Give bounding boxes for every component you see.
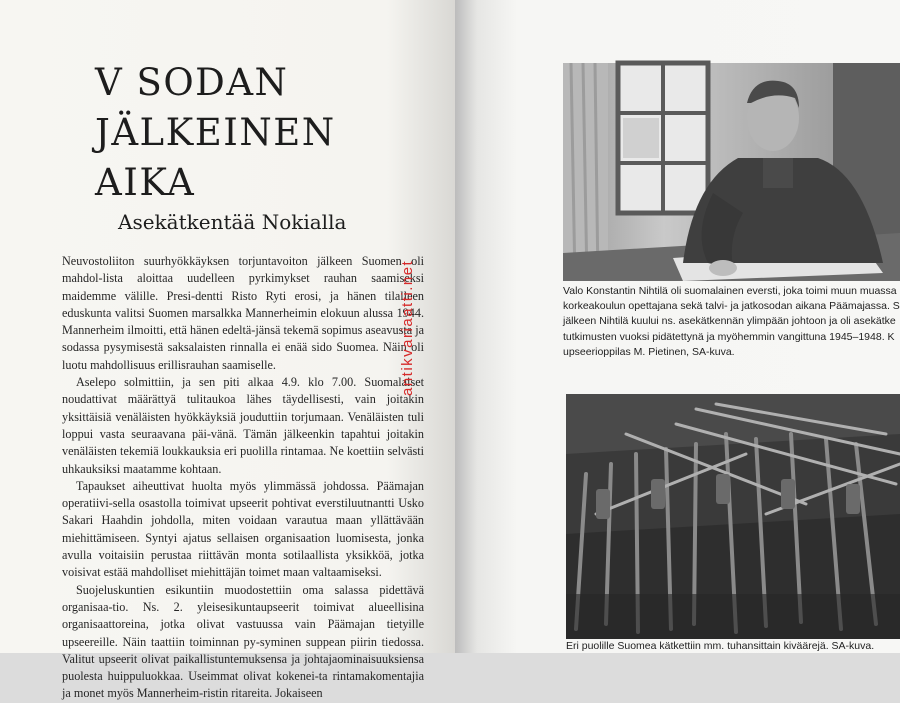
caption-line-2: korkeakoulun opettajana sekä talvi- ja jatkosodan aikana Päämajassa. S [563,300,900,313]
paragraph-4: Suojeluskuntien esikuntiin muodostettiin oma salassa pidettävä organisaa-tio. Ns. 2. yleisesikuntaupseerit toimivat alueellisina organisaattoreina, jotka olivat vastuussa vain Päämajan tietyille upseereille. Näin taattiin toiminnan py-syminen suppean piirin tiedossa. Valitut upseerit olivat paikallistuntemuksensa ja johtajaominaisuuksiensa puolesta huippuluokkaa. Useimmat olivat kokenei-ta rintamakomentajia ja monet myös Mannerheim-ristin ritareita. Jokaiseen [62,582,424,701]
chapter-title: V SODAN JÄLKEINEN AIKA [95,61,336,204]
photo-caption-top [563,284,900,360]
section-title: Asekätkentää Nokialla [118,210,347,234]
watermark: antikvariaatti.net [399,259,416,396]
paragraph-1: Neuvostoliiton suurhyökkäyksen torjuntavoiton jälkeen Suomen oli mahdol-lista aloittaa uudelleen pyrkimykset rauhan saamiseksi maidemme välille. Presi-dentti Risto Ryti erosi, ja hänen tilalleen eduskunta valitsi Suomen marsalkka Mannerheimin elokuun alussa 1944. Mannerheim ilmoitti, että hänen edeltä-jänsä tekemä sopimus aseavusta ja sodassa pysymisestä saksalaisten rinnalla ei enää sido Suomea. Näin oli luotu mahdollisuus erillisrauhan saamiselle. [62,254,424,372]
caption-line-4: tutkimusten vuoksi pidätettynä ja myöhemmin vangittuna 1945–1948. K [563,330,895,343]
photo-caption-bottom: Eri puolille Suomea kätkettiin mm. tuhansittain kiväärejä. SA-kuva. [566,640,875,652]
caption-line-1: Valo Konstantin Nihtilä oli suomalainen eversti, joka toimi muun muassa [563,285,897,297]
caption-line-3: jälkeen Nihtilä kuului ns. asekätkennän ylimpään johtoon ja oli asekätke [563,315,896,328]
paragraph-3: Tapaukset aiheuttivat huolta myös ylimmässä johdossa. Päämajan operatiivi-sella osastolla toimivat upseerit pohtivat everstiluutnantti Usko Sakari Haahdin johdolla, miten voidaan varautua maan yllättävään miehittämiseen. Syntyi ajatus sellaisen organisaation luomisesta, jonka avulla voitaisiin perustaa riittävän monta sotilaallista yksikköä, jotka voisivat estää mahdolliset miehittäjän toimet maan valtaamiseksi. [62,478,424,580]
body-text [62,253,424,703]
caption-line-5: upseerioppilas M. Pietinen, SA-kuva. [563,345,735,358]
rifles-photo [566,394,900,639]
officer-photo [563,63,900,281]
paragraph-2: Aselepo solmittiin, ja sen piti alkaa 4.9. klo 7.00. Suomalaiset noudattivat määrättyä tulitaukoa lähes täydellisesti, vain joitakin yksittäisiä venäläisten hyökkäyksiä jouduttiin torjumaan. Venäläisten tuli loppui vasta seuraavana päi-vänä. Tämän jälkeenkin tapahtui joitakin venäläisten tekemiä loukkauksia eri puolilla rintamaa. Ne koettiin selvästi uhkauksiksi maatamme kohtaan. [62,375,424,476]
